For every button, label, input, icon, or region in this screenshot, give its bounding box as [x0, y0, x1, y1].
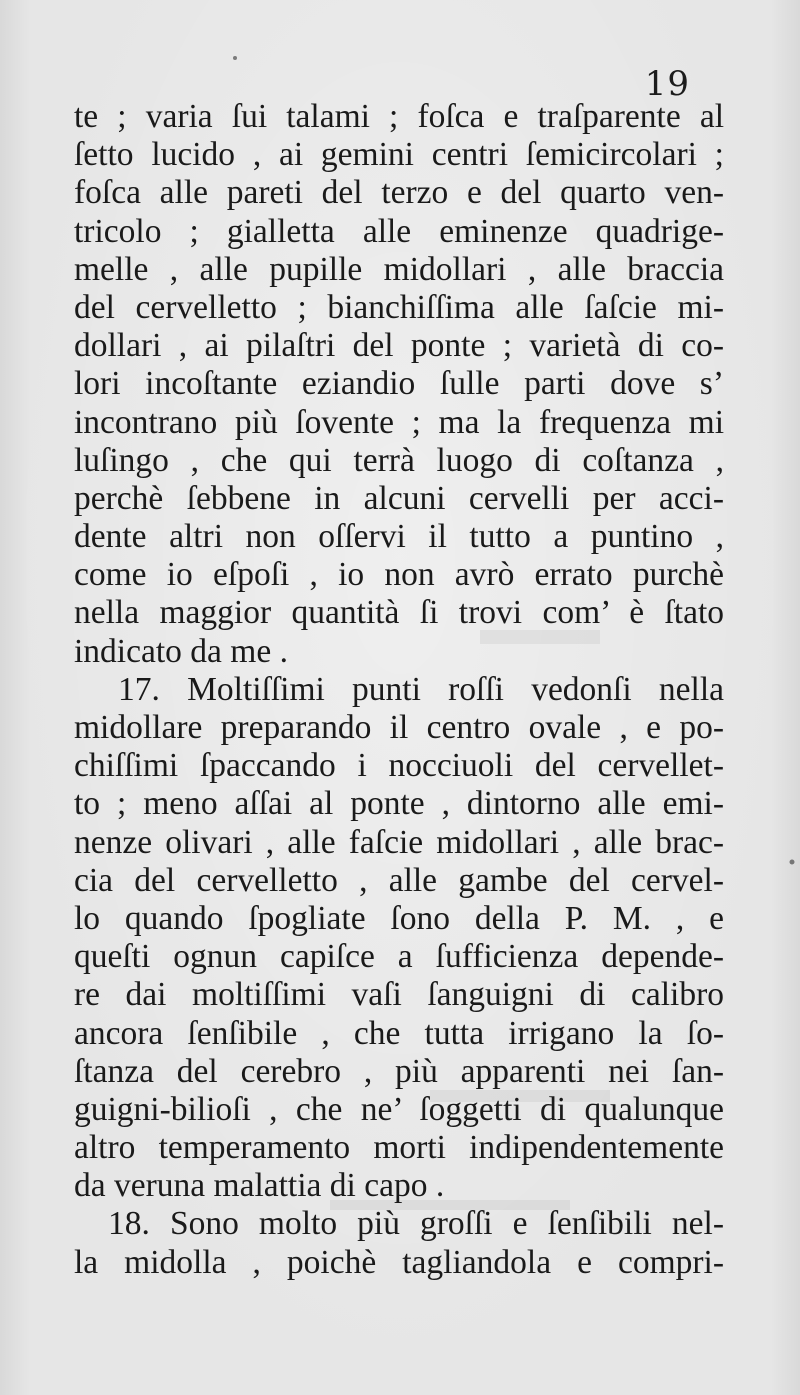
text-line: to ; meno aſſai al ponte , dintorno alle emi- [74, 785, 724, 823]
text-line: come io eſpoſi , io non avrò errato purchè [74, 556, 724, 594]
text-line: lo quando ſpogliate ſono della P. M. , e [74, 899, 724, 937]
text-line: chiſſimi ſpaccando i nocciuoli del cervellet- [74, 747, 724, 785]
text-line: nenze olivari , alle faſcie midollari , alle brac- [74, 823, 724, 861]
text-line: melle , alle pupille midollari , alle braccia [74, 250, 724, 288]
section-start-line: 17. Moltiſſimi punti roſſi vedonſi nella [118, 670, 724, 708]
text-line: ancora ſenſibile , che tutta irrigano la ſo- [74, 1014, 724, 1052]
text-line: foſca alle pareti del terzo e del quarto ven- [74, 174, 724, 212]
text-line: ſtanza del cerebro , più apparenti nei ſan- [74, 1052, 724, 1090]
text-line: indicato da me . [74, 632, 288, 670]
text-line: la midolla , poichè tagliandola e compri- [74, 1243, 724, 1281]
text-line: del cervelletto ; bianchiſſima alle ſaſcie mi- [74, 288, 724, 326]
text-line: cia del cervelletto , alle gambe del cervel- [74, 861, 724, 899]
text-line: perchè ſebbene in alcuni cervelli per acci- [74, 479, 724, 517]
text-line: altro temperamento morti indipendentemente [74, 1129, 724, 1167]
page-number: 19 [644, 64, 690, 104]
text-line: da veruna malattia di capo . [74, 1167, 445, 1205]
body-text [74, 98, 724, 1282]
text-line: nella maggior quantità ſi trovi com’ è ſtato [74, 594, 724, 632]
text-line: re dai moltiſſimi vaſi ſanguigni di calibro [74, 976, 724, 1014]
section-start-line: 18. Sono molto più groſſi e ſenſibili nel- [108, 1205, 724, 1243]
text-line: lori incoſtante eziandio ſulle parti dove s’ [74, 365, 724, 403]
text-line: luſingo , che qui terrà luogo di coſtanza , [74, 441, 724, 479]
text-line: dente altri non oſſervi il tutto a puntino , [74, 518, 724, 556]
text-line: tricolo ; gialletta alle eminenze quadrige- [74, 212, 724, 250]
text-line: te ; varia ſui talami ; foſca e traſparente al [74, 98, 724, 135]
text-line: queſti ognun capiſce a ſufficienza depende- [74, 938, 724, 976]
text-line: dollari , ai pilaſtri del ponte ; varietà di co- [74, 327, 724, 365]
text-line: guigni-bilioſi , che ne’ ſoggetti di qualunque [74, 1090, 724, 1128]
text-line: incontrano più ſovente ; ma la frequenza mi [74, 403, 724, 441]
text-line: ſetto lucido , ai gemini centri ſemicircolari ; [74, 136, 724, 174]
text-line: midollare preparando il centro ovale , e po- [74, 709, 724, 746]
